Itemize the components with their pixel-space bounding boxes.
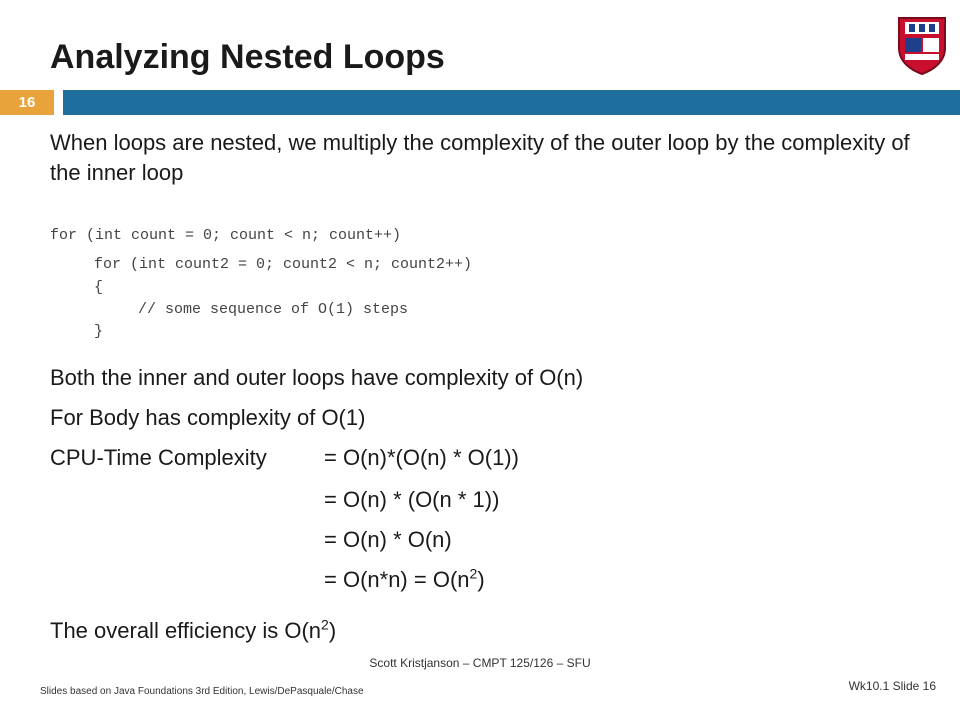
slide-title: Analyzing Nested Loops [50, 38, 445, 76]
exponent: 2 [321, 616, 329, 633]
equation-step-4 [324, 567, 485, 593]
overall-efficiency-text: The overall efficiency is O(n [50, 618, 322, 643]
code-line-open-brace: { [94, 279, 104, 296]
slide-number-badge: 16 [0, 90, 54, 115]
code-line-outer-loop: for (int count = 0; count < n; count++) [50, 227, 402, 244]
intro-paragraph: When loops are nested, we multiply the complexity of the outer loop by the complexity of the inner loop [50, 130, 910, 185]
footer-author: Scott Kristjanson – CMPT 125/126 – SFU [369, 656, 591, 670]
overall-efficiency [50, 618, 336, 644]
equation-step-4-close: ) [477, 567, 485, 592]
footer-source: Slides based on Java Foundations 3rd Edition, Lewis/DePasquale/Chase [40, 686, 364, 697]
exponent: 2 [469, 565, 478, 582]
point-loop-complexity: Both the inner and outer loops have complexity of O(n) [50, 365, 584, 390]
footer-slide-id: Wk10.1 Slide 16 [848, 679, 936, 693]
equation-step-2: = O(n) * (O(n * 1)) [324, 487, 500, 512]
code-line-comment: // some sequence of O(1) steps [138, 301, 409, 318]
equation-step-1: = O(n)*(O(n) * O(1)) [324, 445, 519, 470]
equation-step-3: = O(n) * O(n) [324, 527, 452, 552]
code-line-close-brace: } [94, 323, 104, 340]
equation-step-4-text: = O(n*n) = O(n [324, 567, 470, 592]
point-body-complexity: For Body has complexity of O(1) [50, 405, 366, 430]
header-accent-bar [63, 90, 960, 115]
overall-efficiency-close: ) [328, 618, 337, 643]
code-line-inner-loop: for (int count2 = 0; count2 < n; count2++) [94, 256, 473, 273]
university-crest-icon [893, 12, 951, 76]
cpu-time-label: CPU-Time Complexity [50, 445, 267, 470]
